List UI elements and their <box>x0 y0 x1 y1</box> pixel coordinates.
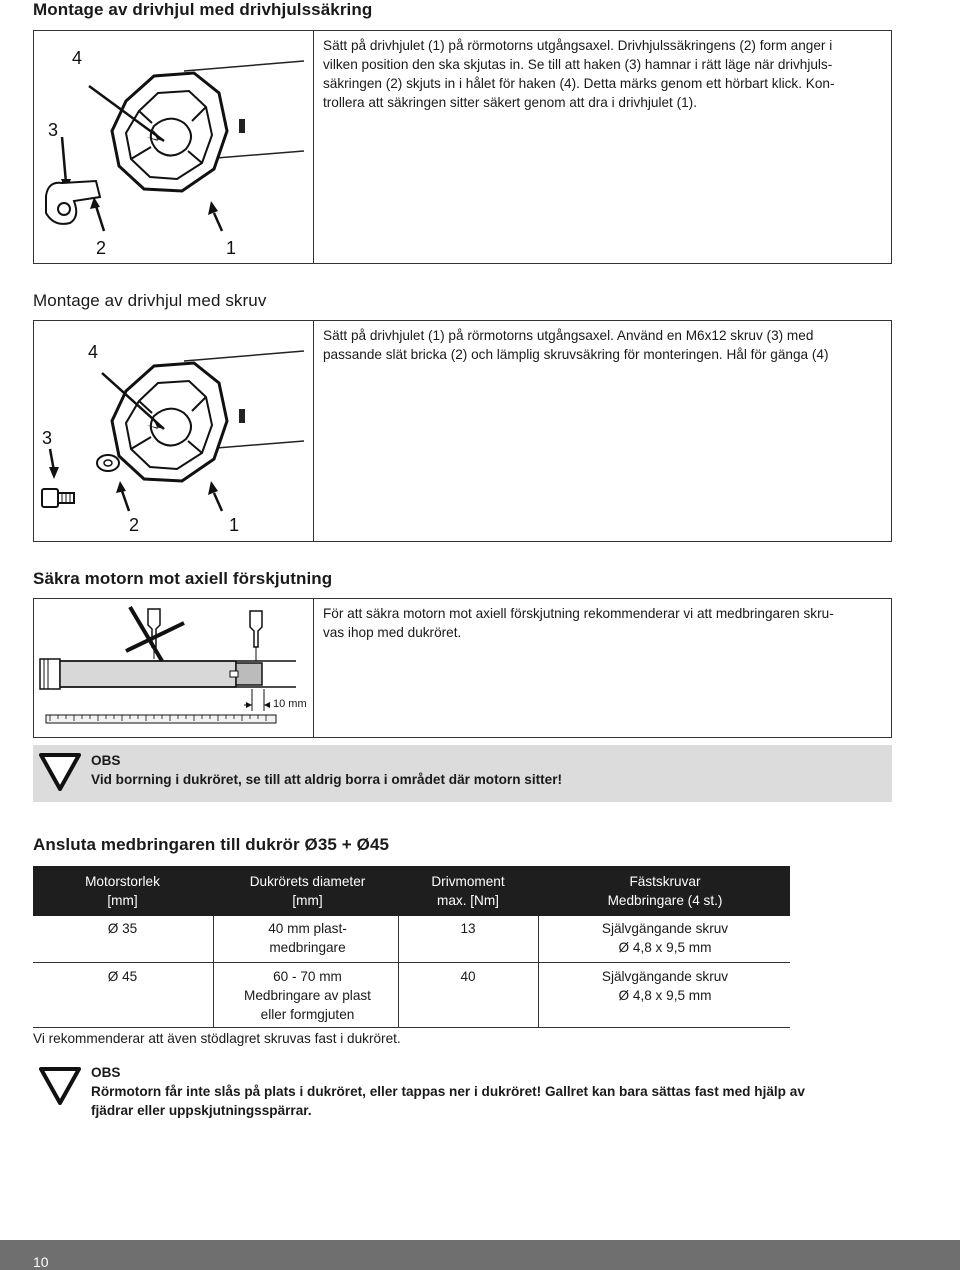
table-rule-2 <box>33 1027 790 1028</box>
table-vrule-3 <box>538 916 539 1027</box>
arrow-2 <box>96 206 104 231</box>
table-vrule-1 <box>213 916 214 1027</box>
section3-heading: Säkra motorn mot axiell förskjutning <box>33 569 333 588</box>
table-header-col-1: Motorstorlek [mm] <box>85 874 160 908</box>
table-header-col-3: Drivmoment max. [Nm] <box>431 874 505 908</box>
section1-label-2: 2 <box>96 238 107 258</box>
warning2-title: OBS <box>91 1065 121 1080</box>
section2-text <box>323 326 828 364</box>
warning2-box <box>33 1055 892 1131</box>
section2-label-4: 4 <box>88 342 99 362</box>
warning2-line-1: Rörmotorn får inte slås på plats i dukröret, eller tappas ner i dukröret! Gallret kan bara sättas fast med hjälp av <box>91 1084 805 1099</box>
section1-heading: Montage av drivhjul med drivhjulssäkring <box>33 0 373 19</box>
section1-label-3: 3 <box>48 120 59 140</box>
warning1-title: OBS <box>91 753 121 768</box>
table-row-1-col-1: Ø 35 <box>107 921 138 936</box>
section2-line-1: Sätt på drivhjulet (1) på rörmotorns utgångsaxel. Använd en M6x12 skruv (3) med <box>323 328 814 343</box>
section1-label-4: 4 <box>72 48 83 68</box>
section3-line-1: För att säkra motorn mot axiell förskjutning rekommenderar vi att medbringaren skru- <box>323 606 834 621</box>
warning-triangle-icon <box>39 1067 81 1105</box>
section1-line-3: säkringen (2) skjuts in i hålet för haken (4). Detta märks genom ett hörbart klick. Kon- <box>323 76 835 91</box>
table-row-1-col-2: 40 mm plast- medbringare <box>268 921 347 955</box>
table-rule-1 <box>33 962 790 963</box>
arrow-3 <box>62 137 66 183</box>
axial-shift-illustration <box>34 599 312 737</box>
section1-line-2: vilken position den ska skjutas in. Se till att haken (3) hamnar i rätt läge när drivhjuls- <box>323 57 833 72</box>
table-vrule-2 <box>398 916 399 1027</box>
warning1-box <box>33 745 892 802</box>
table-note: Vi rekommenderar att även stödlagret skruvas fast i dukröret. <box>33 1031 401 1046</box>
section2-divider <box>313 320 314 542</box>
section4-heading: Ansluta medbringaren till dukrör Ø35 + Ø45 <box>33 835 390 854</box>
table-row-1-col-3: 13 <box>460 921 476 936</box>
page-number: 10 <box>33 1254 49 1270</box>
section1-text <box>323 36 835 112</box>
table-header-col-2: Dukrörets diameter [mm] <box>249 874 366 908</box>
section1-line-1: Sätt på drivhjulet (1) på rörmotorns utgångsaxel. Drivhjulssäkringens (2) form anger i <box>323 38 833 53</box>
drive-wheel-with-screw-illustration <box>34 321 312 541</box>
section3-divider <box>313 598 314 738</box>
table-row-2-col-1: Ø 45 <box>107 969 138 984</box>
table-row-2-col-3: 40 <box>460 969 476 984</box>
table-row-2-col-2: 60 - 70 mm Medbringare av plast eller formgjuten <box>244 969 371 1022</box>
section2-heading: Montage av drivhjul med skruv <box>33 291 267 310</box>
section2-label-1: 1 <box>229 515 240 535</box>
section3-line-2: vas ihop med dukröret. <box>323 625 462 640</box>
section3-text <box>323 604 834 642</box>
dimension-label: 10 mm <box>273 698 307 710</box>
arrow-1 <box>214 213 222 231</box>
table-header-col-4: Fästskruvar Medbringare (4 st.) <box>607 874 723 908</box>
warning2-line-2: fjädrar eller uppskjutningsspärrar. <box>91 1103 312 1118</box>
section2-label-2: 2 <box>129 515 140 535</box>
footer-bar <box>0 1240 960 1270</box>
warning-triangle-icon <box>39 753 81 791</box>
section1-label-1: 1 <box>226 238 237 258</box>
warning1-line-1: Vid borrning i dukröret, se till att aldrig borra i området där motorn sitter! <box>91 772 563 787</box>
section1-divider <box>313 30 314 264</box>
table-row-1-col-4: Självgängande skruv Ø 4,8 x 9,5 mm <box>601 921 729 955</box>
section2-label-3: 3 <box>42 428 53 448</box>
section1-line-4: trollera att säkringen sitter säkert genom att dra i drivhjulet (1). <box>323 95 697 110</box>
table-row-2-col-4: Självgängande skruv Ø 4,8 x 9,5 mm <box>601 969 729 1003</box>
section2-line-2: passande slät bricka (2) och lämplig skruvsäkring för monteringen. Hål för gänga (4) <box>323 347 829 362</box>
